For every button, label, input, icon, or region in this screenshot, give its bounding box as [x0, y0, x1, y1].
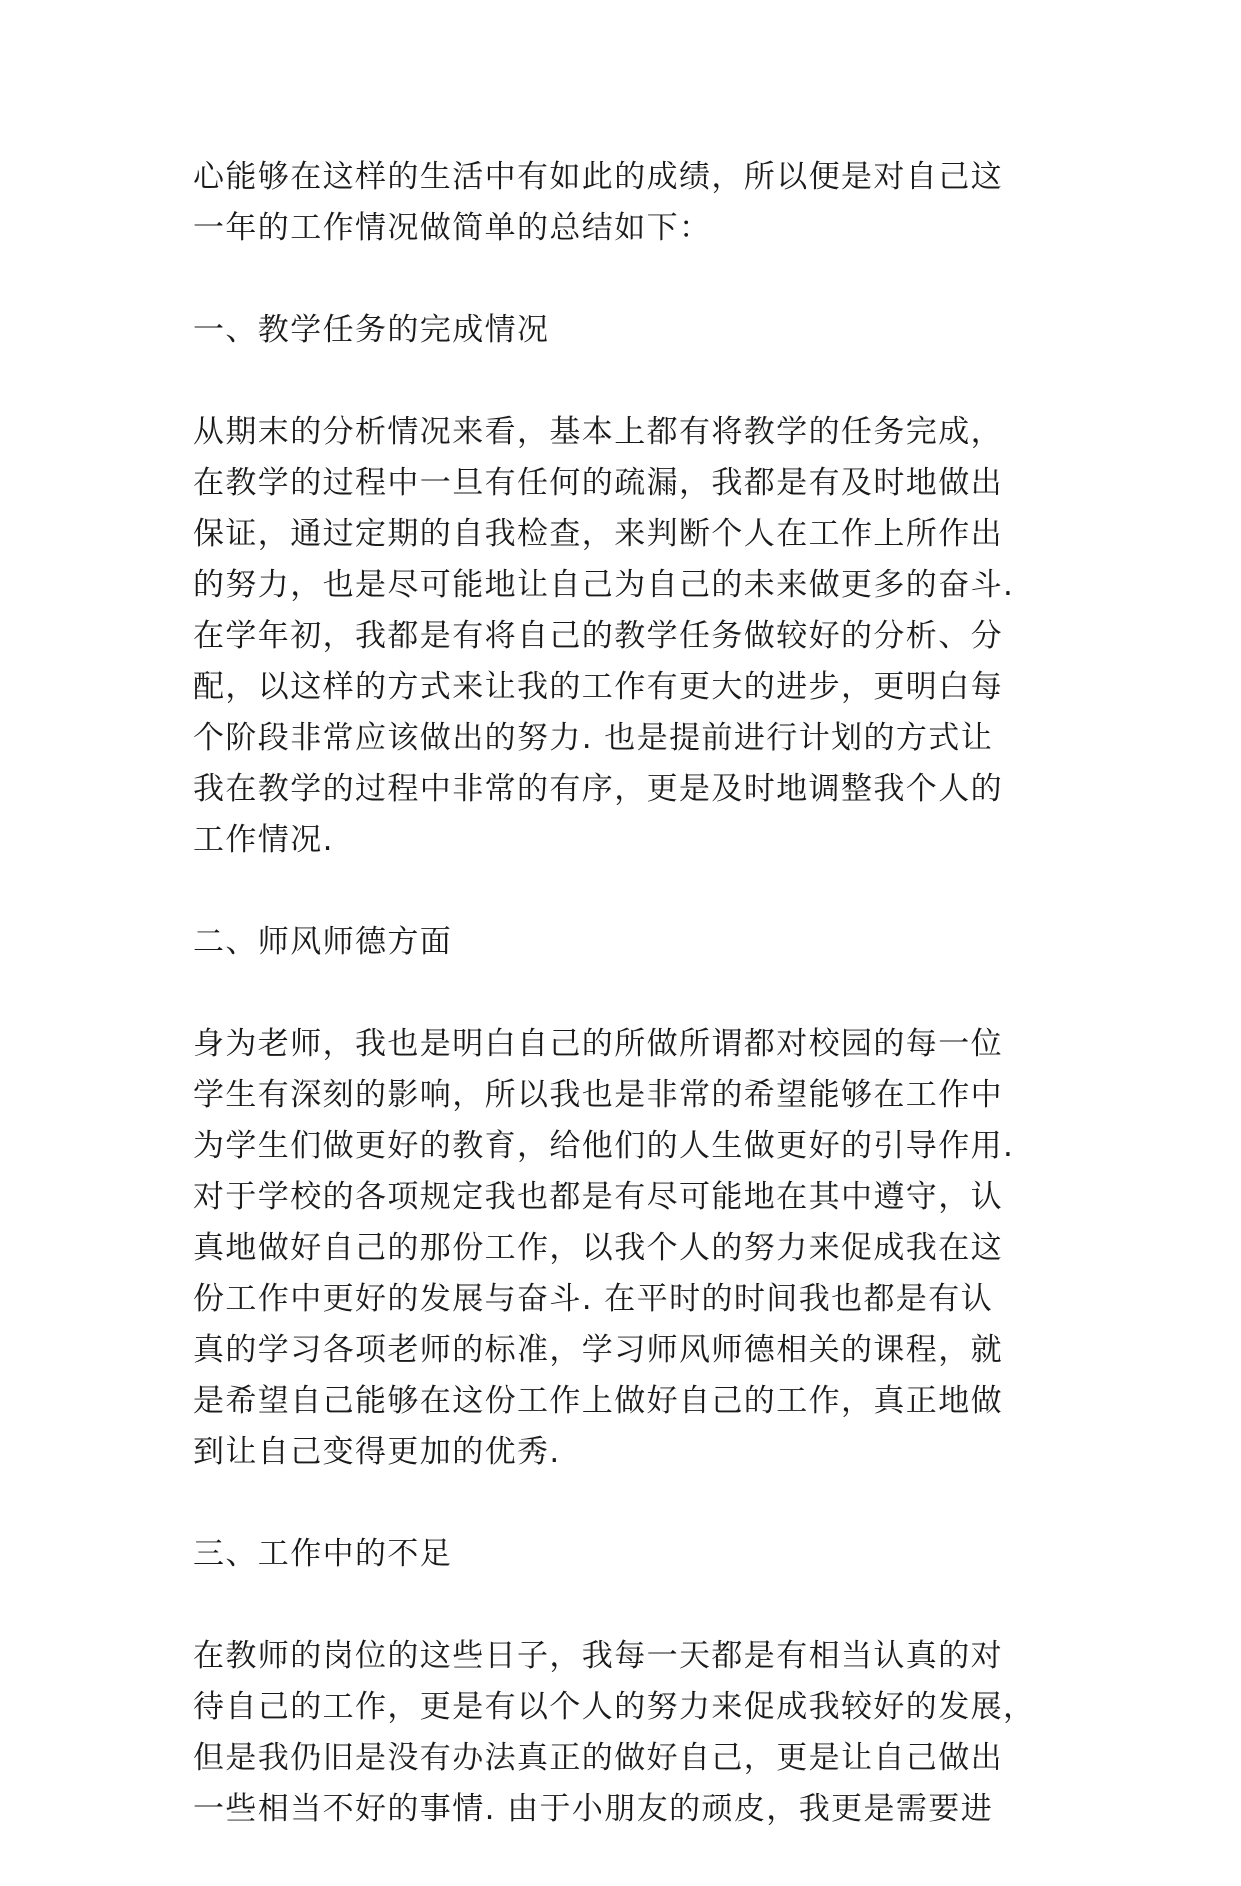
- section-2-heading: 二、师风师德方面: [193, 924, 453, 960]
- section-2-paragraph: 身为老师，我也是明白自己的所做所谓都对校园的每一位 学生有深刻的影响，所以我也是非常的希望能够在工作中 为学生们做更好的教育，给他们的人生做更好的引导作用. 对于学校的各项规定我也都是有尽可能地在其中遵守，认 真地做好自己的那份工作，以我个人的努力来促成我在这 份工作中更好的发展与奋斗. 在平时的时间我也都是有认 真的学习各项老师的标准，学习师风师德相关的课程，就 是希望自己能够在这份工作上做好自己的工作，真正地做 到让自己变得更加的优秀.: [193, 1026, 1015, 1470]
- section-3-paragraph: 在教师的岗位的这些日子，我每一天都是有相当认真的对 待自己的工作，更是有以个人的努力来促成我较好的发展， 但是我仍旧是没有办法真正的做好自己，更是让自己做出 一些相当不好的事情. 由于小朋友的顽皮，我更是需要进: [193, 1638, 1036, 1827]
- section-1-paragraph: 从期末的分析情况来看，基本上都有将教学的任务完成， 在教学的过程中一旦有任何的疏漏，我都是有及时地做出 保证，通过定期的自我检查，来判断个人在工作上所作出 的努力，也是尽可能地让自己为自己的未来做更多的奋斗. 在学年初，我都是有将自己的教学任务做较好的分析、分 配，以这样的方式来让我的工作有更大的进步，更明白每 个阶段非常应该做出的努力. 也是提前进行计划的方式让 我在教学的过程中非常的有序，更是及时地调整我个人的 工作情况.: [193, 414, 1015, 858]
- document-body: [193, 152, 1043, 1886]
- intro-paragraph: 心能够在这样的生活中有如此的成绩，所以便是对自己这 一年的工作情况做简单的总结如下：: [193, 159, 1003, 246]
- section-3-heading: 三、工作中的不足: [193, 1536, 453, 1572]
- section-1-heading: 一、教学任务的完成情况: [193, 312, 550, 348]
